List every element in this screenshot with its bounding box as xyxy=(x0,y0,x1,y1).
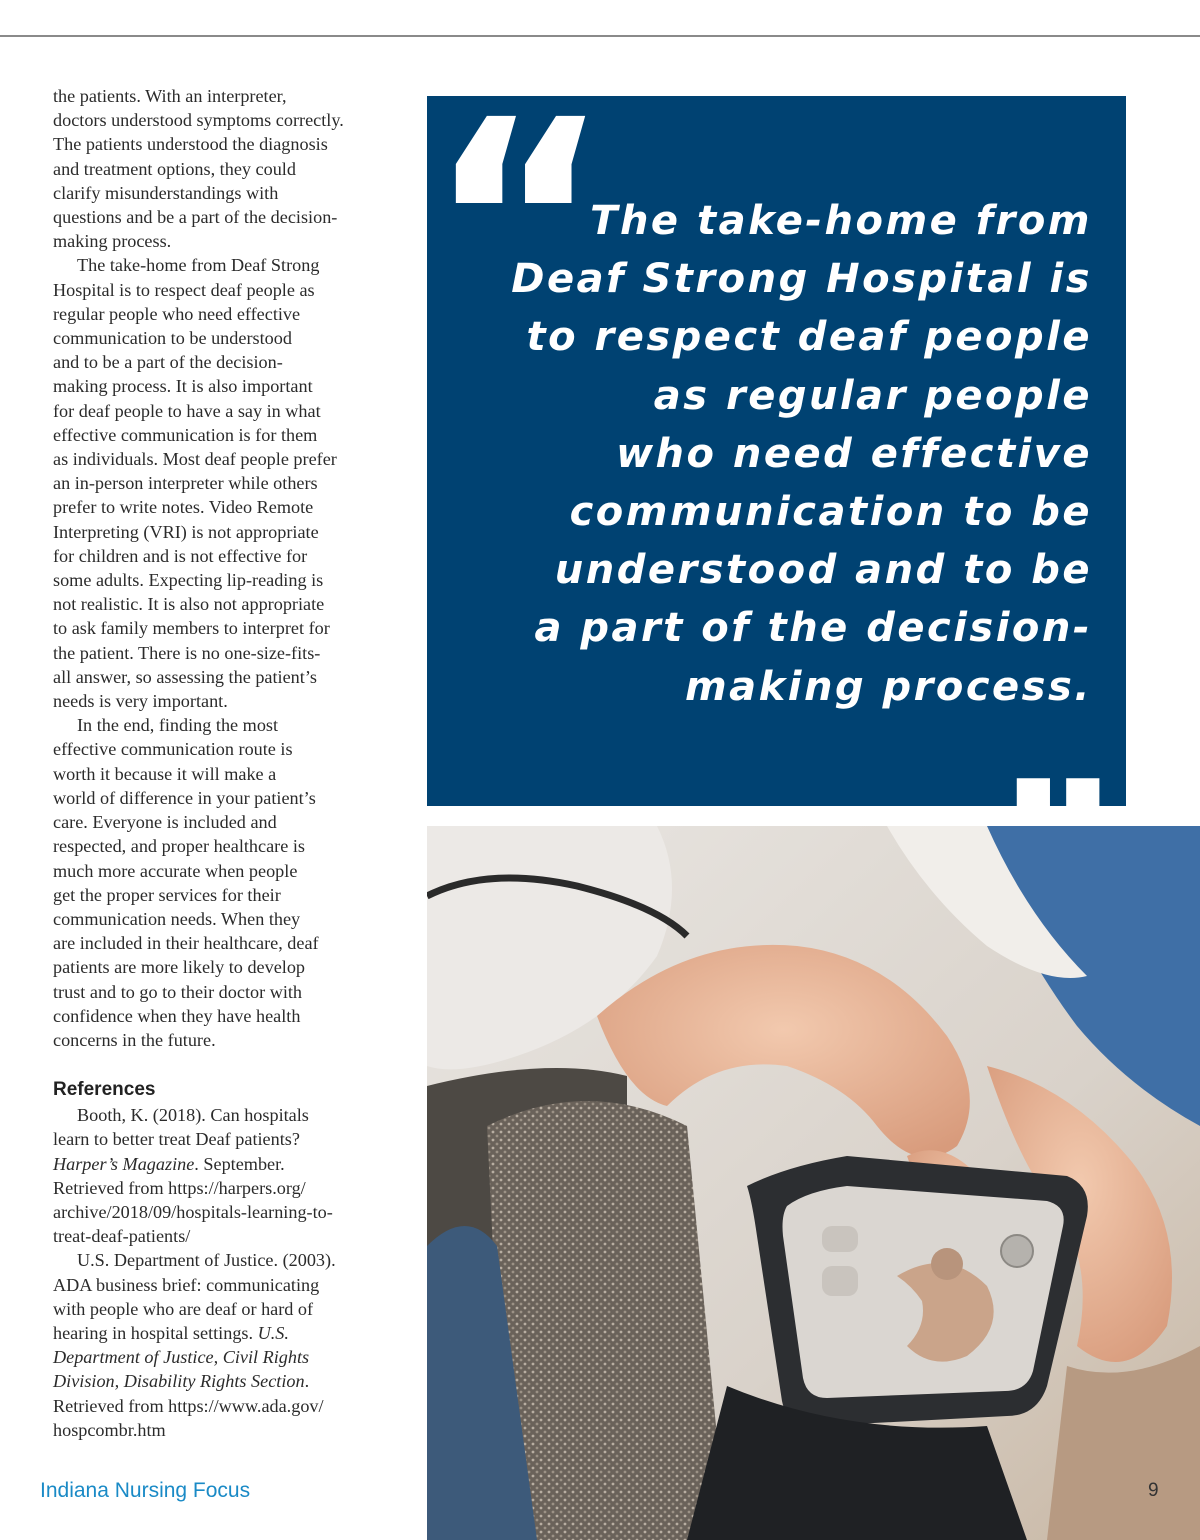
top-rule xyxy=(0,35,1200,37)
article-body-column xyxy=(53,84,398,1052)
references-section xyxy=(53,1078,398,1442)
references-heading: References xyxy=(53,1079,156,1100)
article-paragraph: the patients. With an interpreter, doctors understood symptoms correctly. The patients understood the diagnosis and treatment options, they could clarify misunderstandings with questions and be a part of the decision- making process. xyxy=(53,86,344,252)
reference-entry xyxy=(53,1103,398,1248)
pull-quote-text: The take-home from Deaf Strong Hospital is to respect deaf people as regular people who need effective communication to be understood and to be a part of the decision- making process. xyxy=(511,198,1092,710)
hearing-aid-photo xyxy=(427,826,1200,1540)
article-paragraph: The take-home from Deaf Strong Hospital is to respect deaf people as regular people who need effective communication to be understood and to be a part of the decision- making process. It is also important for deaf people to have a say in what effective communication is for them as individuals. Most deaf people prefer an in-person interpreter while others prefer to write notes. Video Remote Interpreting (VRI) is not appropriate for children and is not effective for some adults. Expecting lip-reading is not realistic. It is also not appropriate to ask family members to interpret for the patient. There is no one-size-fits- all answer, so assessing the patient’s needs is very important. xyxy=(53,255,337,712)
open-quote-mark: “ xyxy=(427,61,592,387)
publication-title: Indiana Nursing Focus xyxy=(40,1479,251,1502)
reference-text: U.S. Department of Justice. (2003). ADA business brief: communicating with people who are deaf or hard of hearing in hospital settings. xyxy=(53,1250,336,1344)
article-paragraph: In the end, finding the most effective communication route is worth it because it will make a world of difference in your patient’s care. Everyone is included and respected, and proper healthcare is much more accurate when people get the proper services for their communication needs. When they are included in their healthcare, deaf patients are more likely to develop trust and to go to their doctor with confidence when they have health concerns in the future. xyxy=(53,715,319,1050)
reference-text: . Retrieved from https://www.ada.gov/ hospcombr.htm xyxy=(53,1371,324,1440)
reference-source: Harper’s Magazine xyxy=(53,1153,195,1174)
reference-entry xyxy=(53,1248,398,1442)
reference-text: . September. Retrieved from https://harpers.org/ archive/2018/09/hospitals-learning-to- treat-deaf-patients/ xyxy=(53,1153,333,1247)
reference-source: U.S. Department of Justice, Civil Rights Division, Disability Rights Section xyxy=(53,1323,310,1392)
page-number: 9 xyxy=(1148,1480,1159,1501)
reference-text: Booth, K. (2018). Can hospitals learn to better treat Deaf patients? xyxy=(53,1105,309,1150)
pull-quote-box xyxy=(427,61,1126,806)
